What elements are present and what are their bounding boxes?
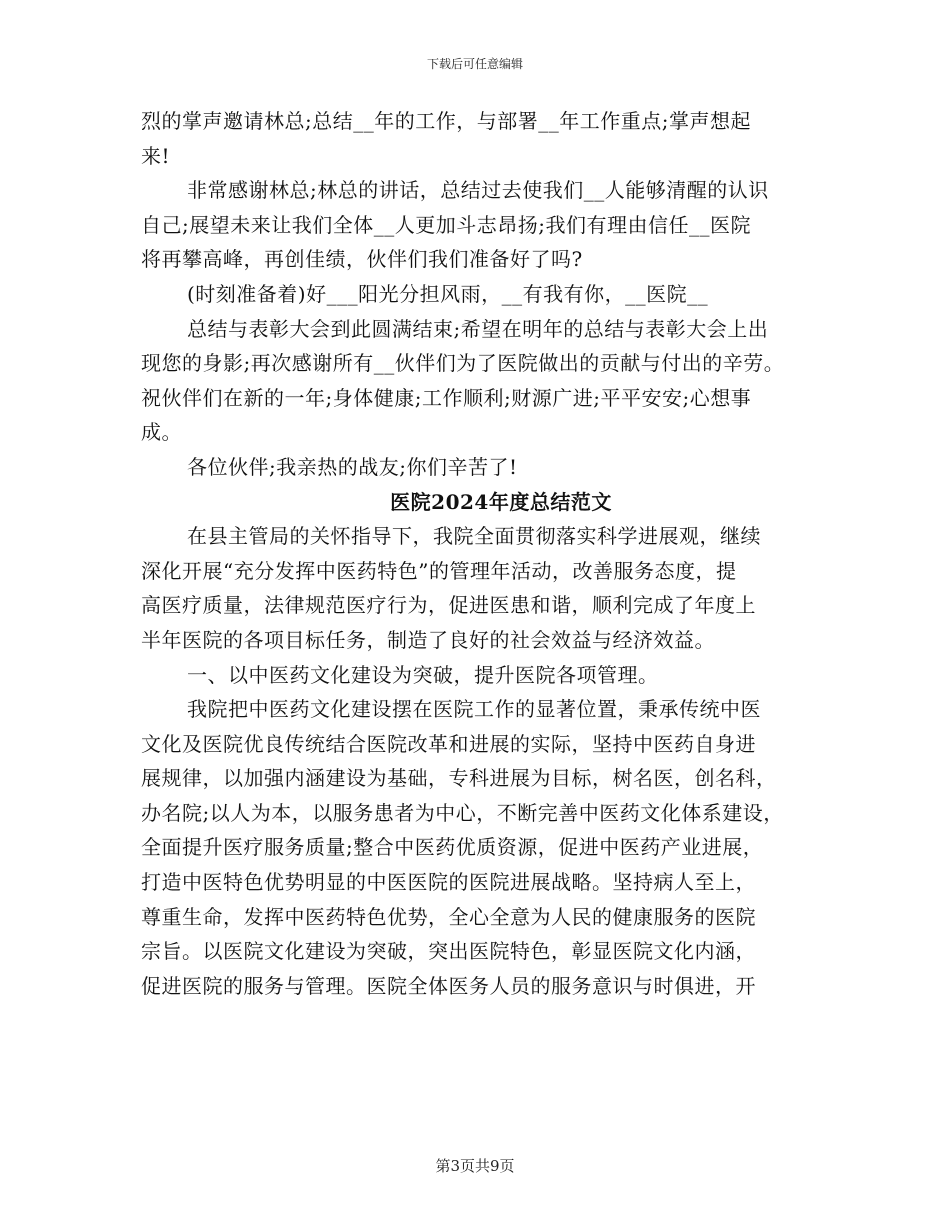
text-line: 成。	[141, 420, 182, 445]
text-line: 半年医院的各项目标任务，制造了良好的社会效益与经济效益。	[141, 627, 715, 652]
document-body	[141, 104, 831, 1003]
text-line: 总结与表彰大会到此圆满结束;希望在明年的总结与表彰大会上出	[187, 316, 769, 341]
text-line: 促进医院的服务与管理。医院全体医务人员的服务意识与时俱进，开	[141, 973, 756, 998]
text-line: 来!	[141, 143, 171, 168]
text-line: 全面提升医疗服务质量;整合中医药优质资源，促进中医药产业进展，	[141, 835, 764, 860]
text-line: 现您的身影;再次感谢所有__伙伴们为了医院做出的贡献与付出的辛劳。	[141, 351, 785, 376]
text-line: 自己;展望未来让我们全体__人更加斗志昂扬;我们有理由信任__医院	[141, 212, 751, 237]
text-line: 打造中医特色优势明显的中医医院的医院进展战略。坚持病人至上，	[141, 870, 756, 895]
text-line: (时刻准备着)好___阳光分担风雨，__有我有你，__医院__	[187, 281, 709, 306]
text-line: 办名院;以人为本，以服务患者为中心，不断完善中医药文化体系建设，	[141, 800, 784, 825]
text-line: 在县主管局的关怀指导下，我院全面贯彻落实科学进展观，继续	[187, 524, 761, 549]
section-heading: 一、以中医药文化建设为突破，提升医院各项管理。	[187, 662, 659, 687]
text-line: 非常感谢林总;林总的讲话，总结过去使我们__人能够清醒的认识	[187, 178, 769, 203]
text-line: 烈的掌声邀请林总;总结__年的工作，与部署__年工作重点;掌声想起	[141, 109, 751, 133]
section-title: 医院2024年度总结范文	[390, 489, 612, 514]
text-line: 高医疗质量，法律规范医疗行为，促进医患和谐，顺利完成了年度上	[141, 593, 756, 618]
text-line: 文化及医院优良传统结合医院改革和进展的实际，坚持中医药自身进	[141, 731, 756, 756]
page-number: 第3页共9页	[435, 1157, 515, 1175]
text-line: 展规律，以加强内涵建设为基础，专科进展为目标，树名医，创名科，	[141, 766, 777, 791]
text-line: 尊重生命，发挥中医药特色优势，全心全意为人民的健康服务的医院	[141, 904, 756, 929]
text-line: 深化开展“充分发挥中医药特色”的管理年活动，改善服务态度，提	[141, 558, 737, 583]
text-line: 祝伙伴们在新的一年;身体健康;工作顺利;财源广进;平平安安;心想事	[141, 385, 752, 410]
header-note: 下载后可任意编辑	[426, 57, 523, 71]
text-line: 各位伙伴;我亲热的战友;你们辛苦了!	[187, 454, 518, 479]
text-line: 宗旨。以医院文化建设为突破，突出医院特色，彰显医院文化内涵，	[141, 939, 756, 964]
text-line: 将再攀高峰，再创佳绩，伙伴们我们准备好了吗?	[141, 247, 583, 272]
text-line: 我院把中医药文化建设摆在医院工作的显著位置，秉承传统中医	[187, 697, 761, 722]
